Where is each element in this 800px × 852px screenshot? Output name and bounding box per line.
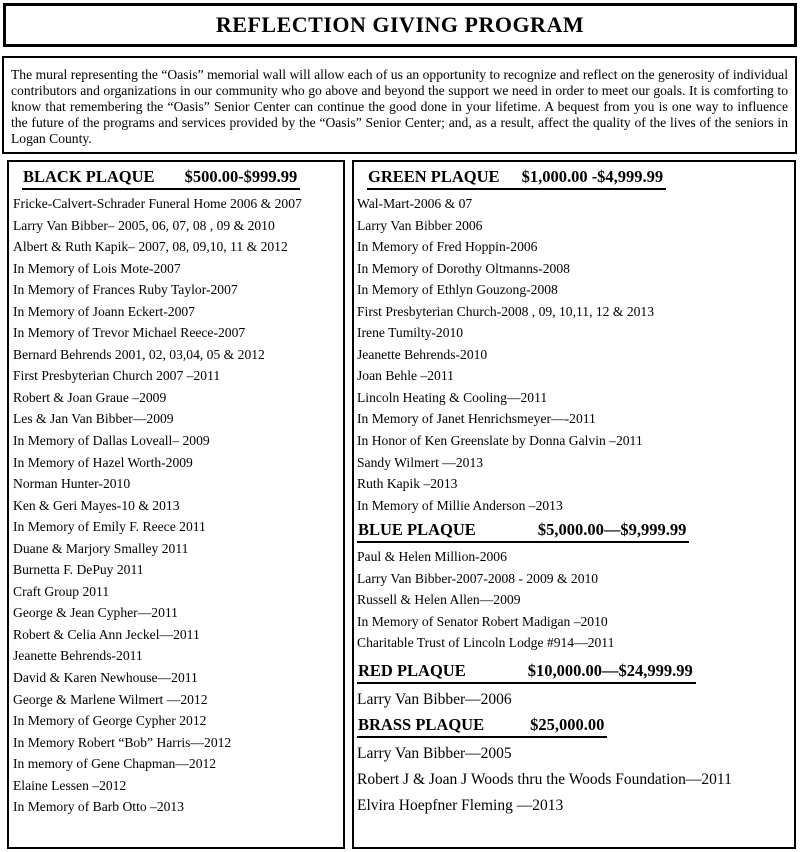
- red-plaque-name: RED PLAQUE: [358, 660, 466, 680]
- donor-entry: In Memory Robert “Bob” Harris—2012: [13, 734, 232, 750]
- donor-entry: Norman Hunter-2010: [13, 476, 131, 492]
- donor-entry: Larry Van Bibber—2006: [357, 690, 512, 708]
- brass-plaque-amount: $25,000.00: [530, 714, 605, 734]
- donor-entry: Robert & Celia Ann Jeckel—2011: [13, 626, 200, 642]
- red-plaque-entries: [357, 687, 790, 713]
- donor-entry: Bernard Behrends 2001, 02, 03,04, 05 & 2012: [13, 346, 265, 362]
- donor-entry: Elvira Hoepfner Fleming —2013: [357, 796, 564, 814]
- brass-plaque-entries: [357, 741, 790, 819]
- donor-entry: In Memory of Lois Mote-2007: [13, 260, 181, 276]
- donor-entry: Robert & Joan Graue –2009: [13, 389, 167, 405]
- donor-entry: Craft Group 2011: [13, 583, 110, 599]
- brass-plaque-heading: [357, 715, 607, 738]
- donor-entry: Larry Van Bibber 2006: [357, 217, 483, 233]
- donor-entry: Sandy Wilmert —2013: [357, 454, 484, 470]
- donor-entry: David & Karen Newhouse—2011: [13, 670, 198, 686]
- black-plaque-entries: [13, 193, 339, 818]
- donor-entry: George & Jean Cypher—2011: [13, 605, 178, 621]
- green-plaque-name: GREEN PLAQUE: [368, 167, 500, 186]
- intro-box: [2, 56, 797, 154]
- red-plaque-amount: $10,000.00—$24,999.99: [527, 660, 693, 680]
- donor-entry: In Honor of Ken Greenslate by Donna Galvin –2011: [357, 433, 643, 449]
- donor-entry: Jeanette Behrends-2011: [13, 648, 143, 664]
- donor-entry: Albert & Ruth Kapik– 2007, 08, 09,10, 11 & 2012: [13, 239, 288, 255]
- blue-plaque-amount: $5,000.00—$9,999.99: [537, 520, 687, 540]
- donor-entry: In Memory of Joann Eckert-2007: [13, 303, 195, 319]
- donor-entry: Larry Van Bibber– 2005, 06, 07, 08 , 09 & 2010: [13, 217, 275, 233]
- brass-plaque-name: BRASS PLAQUE: [358, 714, 485, 734]
- donor-entry: In memory of Gene Chapman—2012: [13, 756, 217, 772]
- donor-entry: In Memory of Fred Hoppin-2006: [357, 239, 538, 255]
- donor-entry: In Memory of Frances Ruby Taylor-2007: [13, 282, 238, 298]
- donor-entry: Irene Tumilty-2010: [357, 325, 464, 341]
- donor-entry: First Presbyterian Church-2008 , 09, 10,11, 12 & 2013: [357, 303, 655, 319]
- green-plaque-entries: [357, 193, 790, 516]
- red-plaque-heading: [357, 661, 696, 684]
- donor-entry: Charitable Trust of Lincoln Lodge #914—2011: [357, 635, 615, 651]
- donor-entry: Joan Behle –2011: [357, 368, 454, 384]
- donor-entry: In Memory of Emily F. Reece 2011: [13, 519, 206, 535]
- donor-entry: In Memory of Millie Anderson –2013: [357, 497, 563, 513]
- black-plaque-name: BLACK PLAQUE: [23, 167, 155, 186]
- blue-plaque-entries: [357, 546, 790, 654]
- donor-entry: In Memory of Hazel Worth-2009: [13, 454, 193, 470]
- donor-entry: In Memory of Janet Henrichsmeyer—-2011: [357, 411, 596, 427]
- donor-entry: In Memory of Senator Robert Madigan –2010: [357, 613, 608, 629]
- donor-entry: Larry Van Bibber—2005: [357, 744, 512, 762]
- donor-entry: In Memory of Ethlyn Gouzong-2008: [357, 282, 558, 298]
- donor-entry: Larry Van Bibber-2007-2008 - 2009 & 2010: [357, 570, 599, 586]
- blue-plaque-name: BLUE PLAQUE: [358, 520, 476, 540]
- intro-paragraph: The mural representing the “Oasis” memorial wall will allow each of us an opportunity to recognize and reflect on the generosity of individual contributors and organizations in our community who go above and beyond the support we need in order to meet our goals. It is comforting to know that remembering the “Oasis” Senior Center can continue the good done in your lifetime. A bequest from you is one way to influence the future of the programs and services provided by the “Oasis” Senior Center; and, as a result, affect the quality of the lives of the seniors in Logan County.: [11, 67, 788, 146]
- black-plaque-heading: [22, 167, 300, 190]
- donor-entry: Elaine Lessen –2012: [13, 777, 127, 793]
- donor-entry: Wal-Mart-2006 & 07: [357, 196, 473, 211]
- donor-entry: Ken & Geri Mayes-10 & 2013: [13, 497, 180, 513]
- donor-entry: Burnetta F. DePuy 2011: [13, 562, 144, 578]
- donor-entry: In Memory of George Cypher 2012: [13, 713, 207, 729]
- green-plaque-heading: [367, 167, 666, 190]
- donor-entry: Les & Jan Van Bibber—2009: [13, 411, 174, 427]
- blue-plaque-heading: [357, 520, 689, 543]
- black-plaque-amount: $500.00-$999.99: [184, 167, 298, 186]
- donor-entry: Lincoln Heating & Cooling—2011: [357, 389, 548, 405]
- donor-entry: Paul & Helen Million-2006: [357, 549, 507, 565]
- donor-entry: Jeanette Behrends-2010: [357, 346, 488, 362]
- donor-entry: In Memory of Barb Otto –2013: [13, 799, 185, 815]
- donor-entry: In Memory of Dallas Loveall– 2009: [13, 433, 210, 449]
- right-panel: [352, 160, 796, 849]
- donor-entry: First Presbyterian Church 2007 –2011: [13, 368, 221, 384]
- donor-entry: Russell & Helen Allen—2009: [357, 592, 521, 608]
- donor-entry: In Memory of Trevor Michael Reece-2007: [13, 325, 246, 341]
- title-box: [3, 3, 797, 47]
- donor-entry: Ruth Kapik –2013: [357, 476, 458, 492]
- donor-entry: Robert J & Joan J Woods thru the Woods Foundation—2011: [357, 770, 732, 788]
- black-plaque-panel: [7, 160, 345, 849]
- green-plaque-amount: $1,000.00 -$4,999.99: [521, 167, 664, 186]
- donor-entry: George & Marlene Wilmert —2012: [13, 691, 208, 707]
- page-title: REFLECTION GIVING PROGRAM: [215, 12, 585, 37]
- donor-entry: In Memory of Dorothy Oltmanns-2008: [357, 260, 570, 276]
- donor-entry: Fricke-Calvert-Schrader Funeral Home 2006 & 2007: [13, 196, 302, 211]
- donor-entry: Duane & Marjory Smalley 2011: [13, 540, 189, 556]
